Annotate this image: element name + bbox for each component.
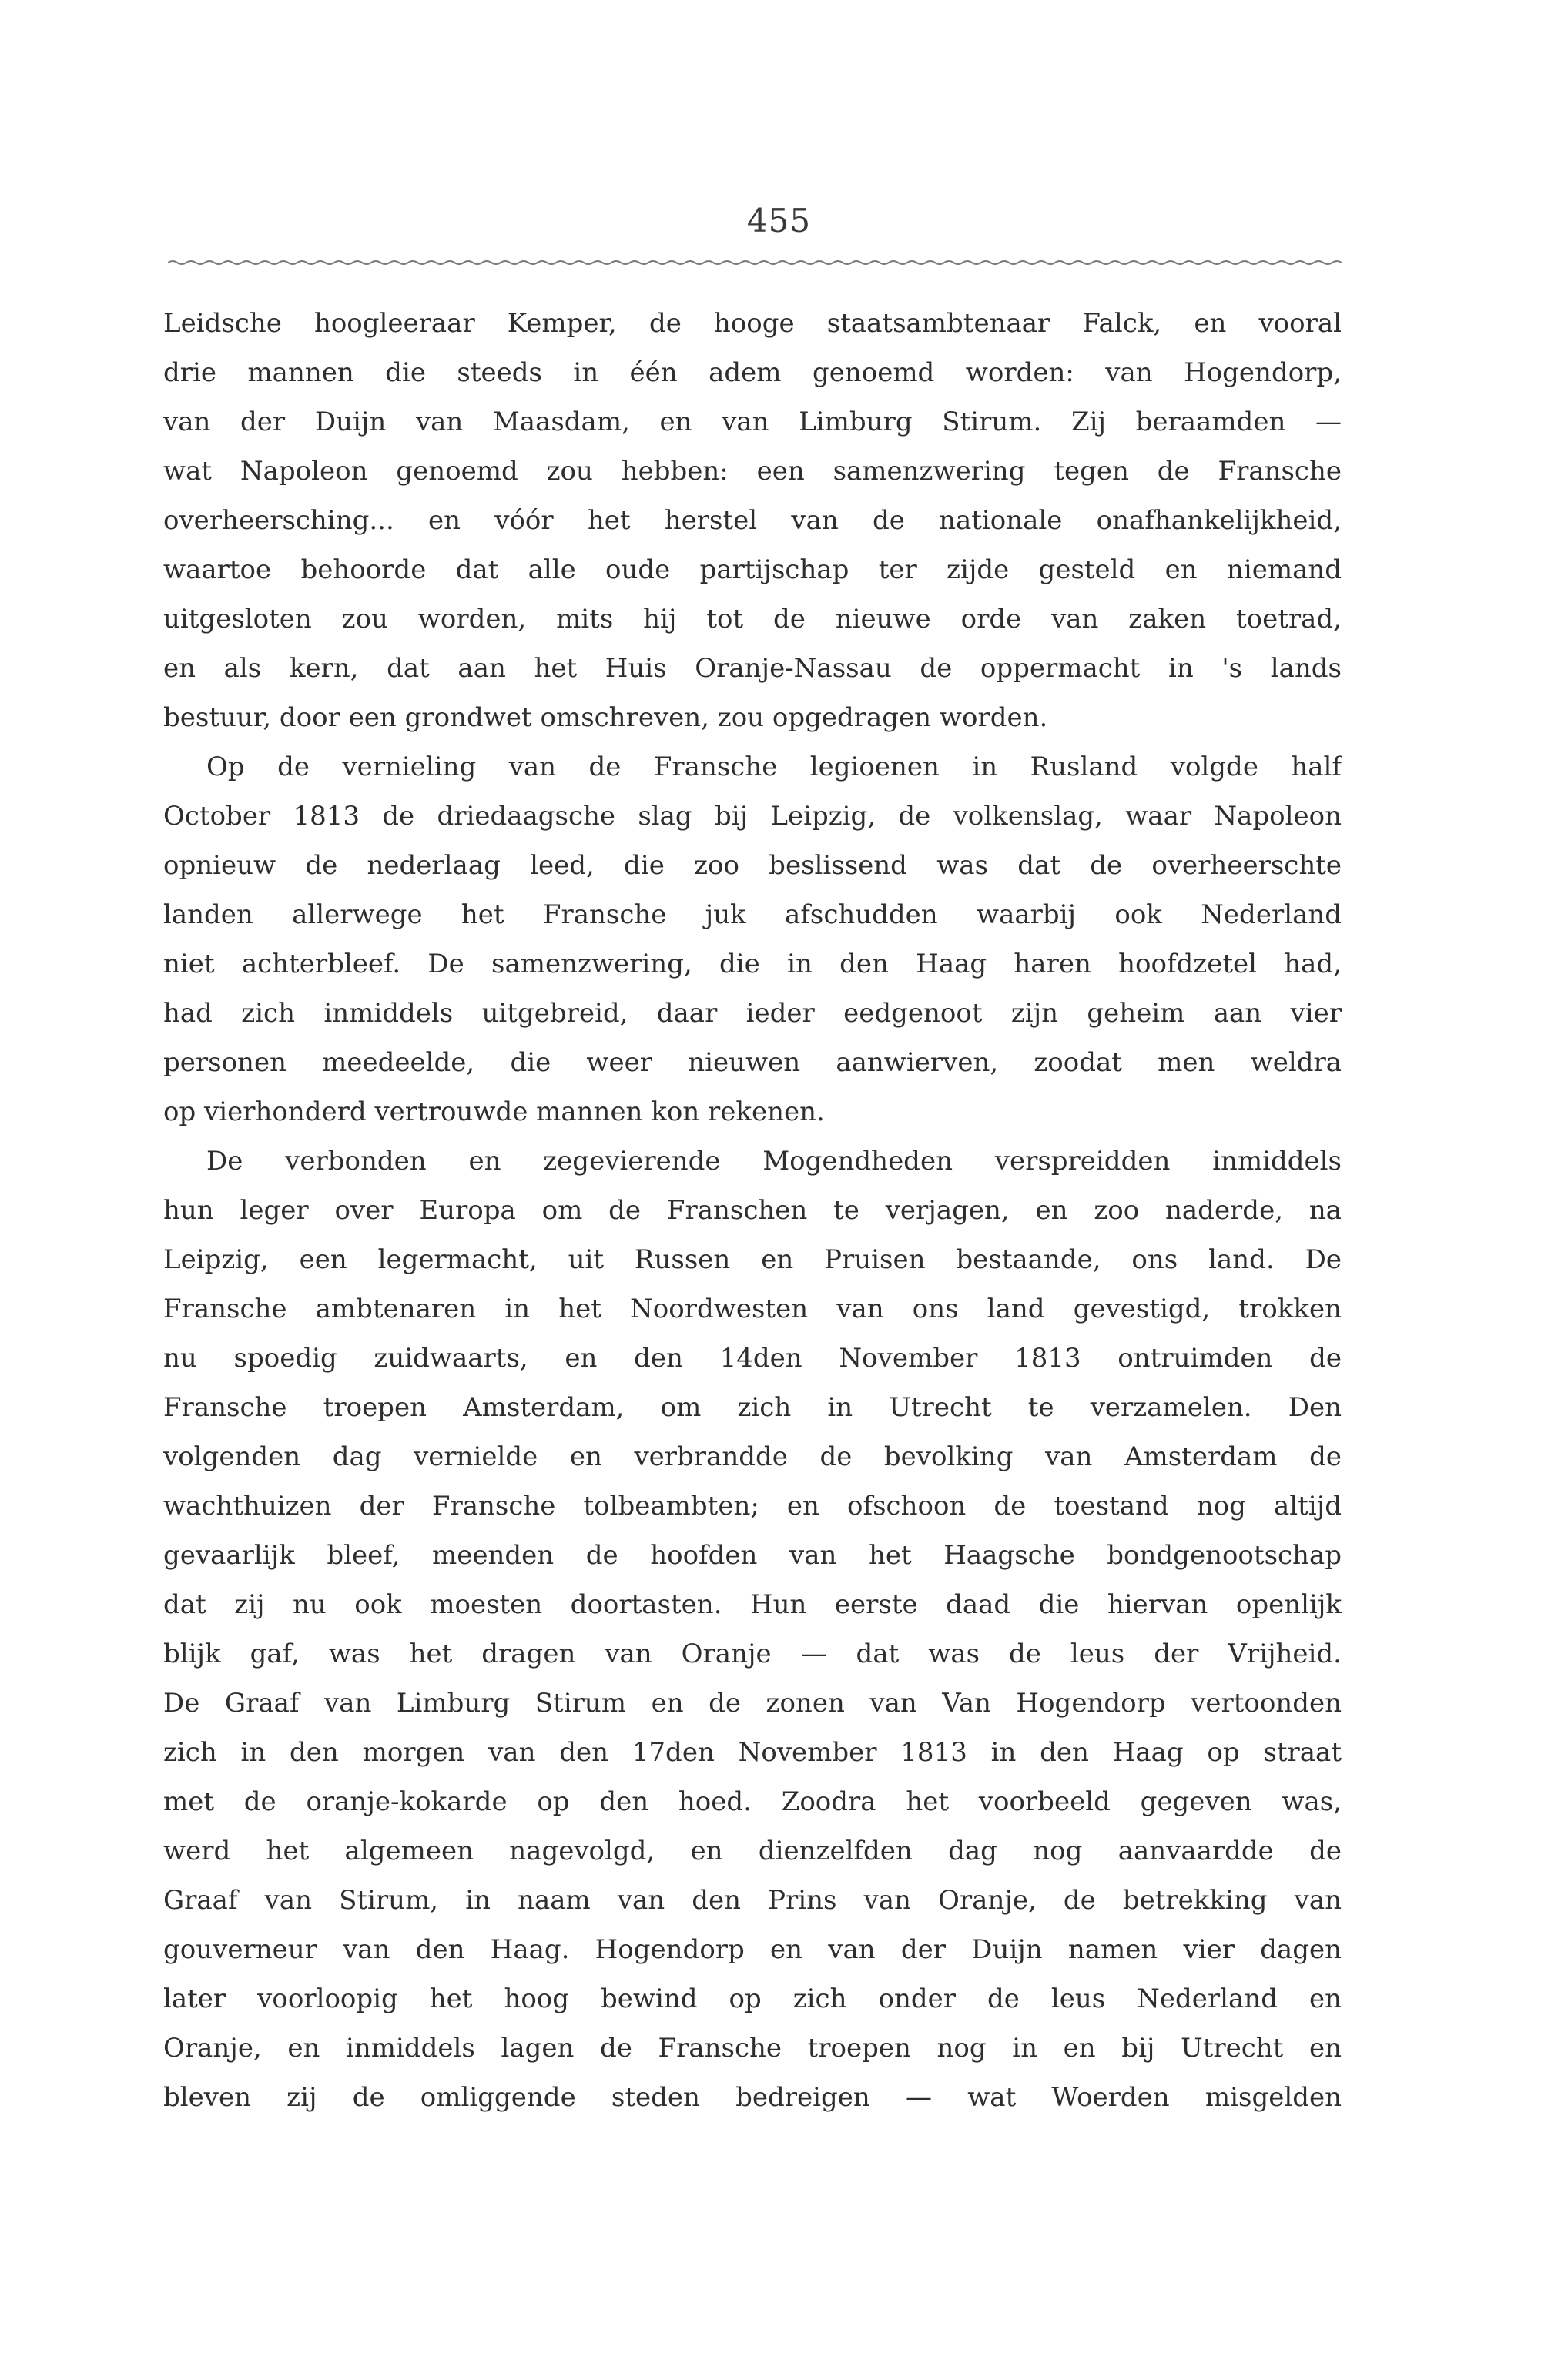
text-line: zich in den morgen van den 17den November 1813 in den Haag op straat bbox=[163, 1737, 1342, 1768]
text-line: met de oranje-kokarde op den hoed. Zoodra het voorbeeld gegeven was, bbox=[163, 1786, 1342, 1817]
text-line: Graaf van Stirum, in naam van den Prins van Oranje, de betrekking van bbox=[163, 1885, 1342, 1916]
page-number: 455 bbox=[746, 202, 812, 239]
text-line: blijk gaf, was het dragen van Oranje — dat was de leus der Vrijheid. bbox=[163, 1639, 1342, 1669]
text-line: hun leger over Europa om de Franschen te verjagen, en zoo naderde, na bbox=[163, 1195, 1342, 1226]
text-line: gevaarlijk bleef, meenden de hoofden van het Haagsche bondgenootschap bbox=[163, 1540, 1342, 1571]
text-line: Fransche troepen Amsterdam, om zich in Utrecht te verzamelen. Den bbox=[163, 1392, 1342, 1423]
text-line: en als kern, dat aan het Huis Oranje-Nassau de oppermacht in 's lands bbox=[163, 653, 1342, 684]
text-line: personen meedeelde, die weer nieuwen aanwierven, zoodat men weldra bbox=[163, 1047, 1342, 1078]
text-line: Leidsche hoogleeraar Kemper, de hooge staatsambtenaar Falck, en vooral bbox=[163, 308, 1342, 339]
text-line: nu spoedig zuidwaarts, en den 14den November 1813 ontruimden de bbox=[163, 1343, 1342, 1374]
text-line: niet achterbleef. De samenzwering, die in den Haag haren hoofdzetel had, bbox=[163, 949, 1342, 979]
text-line: Op de vernieling van de Fransche legioenen in Rusland volgde half bbox=[206, 751, 1342, 782]
text-line: opnieuw de nederlaag leed, die zoo beslissend was dat de overheerschte bbox=[163, 850, 1342, 881]
text-line: dat zij nu ook moesten doortasten. Hun eerste daad die hiervan openlijk bbox=[163, 1589, 1342, 1620]
text-line: landen allerwege het Fransche juk afschudden waarbij ook Nederland bbox=[163, 899, 1342, 930]
text-line: bleven zij de omliggende steden bedreigen — wat Woerden misgelden bbox=[163, 2082, 1342, 2113]
text-line: later voorloopig het hoog bewind op zich onder de leus Nederland en bbox=[163, 1983, 1342, 2014]
text-line: overheersching... en vóór het herstel van de nationale onafhankelijkheid, bbox=[163, 505, 1342, 536]
text-line: volgenden dag vernielde en verbrandde de bevolking van Amsterdam de bbox=[163, 1441, 1342, 1472]
text-line: October 1813 de driedaagsche slag bij Leipzig, de volkenslag, waar Napoleon bbox=[163, 801, 1342, 832]
text-line: Oranje, en inmiddels lagen de Fransche troepen nog in en bij Utrecht en bbox=[163, 2033, 1342, 2064]
body-text bbox=[163, 299, 1342, 2122]
text-line: De verbonden en zegevierende Mogendheden verspreidden inmiddels bbox=[206, 1146, 1342, 1177]
text-line: waartoe behoorde dat alle oude partijschap ter zijde gesteld en niemand bbox=[163, 554, 1342, 585]
text-line: wat Napoleon genoemd zou hebben: een samenzwering tegen de Fransche bbox=[163, 456, 1342, 487]
text-line: had zich inmiddels uitgebreid, daar ieder eedgenoot zijn geheim aan vier bbox=[163, 998, 1342, 1029]
text-line: Leipzig, een legermacht, uit Russen en Pruisen bestaande, ons land. De bbox=[163, 1244, 1342, 1275]
text-line: van der Duijn van Maasdam, en van Limburg Stirum. Zij beraamden — bbox=[163, 407, 1342, 437]
text-line: wachthuizen der Fransche tolbeambten; en ofschoon de toestand nog altijd bbox=[163, 1491, 1342, 1521]
decorative-rule bbox=[168, 259, 1342, 266]
text-line: uitgesloten zou worden, mits hij tot de nieuwe orde van zaken toetrad, bbox=[163, 604, 1342, 634]
text-line: bestuur, door een grondwet omschreven, zou opgedragen worden. bbox=[163, 702, 1048, 733]
text-line: gouverneur van den Haag. Hogendorp en van der Duijn namen vier dagen bbox=[163, 1934, 1342, 1965]
text-line: De Graaf van Limburg Stirum en de zonen van Van Hogendorp vertoonden bbox=[163, 1688, 1342, 1719]
text-line: op vierhonderd vertrouwde mannen kon rekenen. bbox=[163, 1096, 825, 1127]
text-line: werd het algemeen nagevolgd, en dienzelfden dag nog aanvaardde de bbox=[163, 1836, 1342, 1866]
text-line: drie mannen die steeds in één adem genoemd worden: van Hogendorp, bbox=[163, 357, 1342, 388]
text-line: Fransche ambtenaren in het Noordwesten van ons land gevestigd, trokken bbox=[163, 1294, 1342, 1324]
